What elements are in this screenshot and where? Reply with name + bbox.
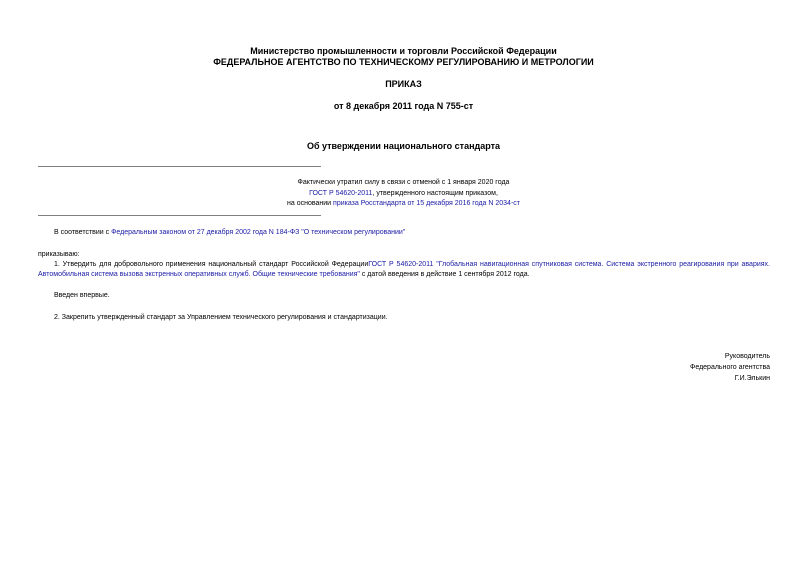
order-2034-link[interactable]: приказа Росстандарта от 15 декабря 2016 года N 2034-ст [333,200,520,207]
signature-org: Федерального агентства [690,364,770,371]
introduced-note: Введен впервые. [54,292,110,299]
document-header [0,46,807,68]
order-word: приказываю: [38,251,80,258]
document-date: от 8 декабря 2011 года N 755-ст [333,101,474,111]
ministry-name: Министерство промышленности и торговли Российской Федерации [250,46,557,56]
gost-standard-link[interactable]: ГОСТ Р 54620-2011 "Глобальная навигационная спутниковая система. Система экстренного реагирования при авариях. Автомобильная система вызова экстренных оперативных служб. Общие технические требования" [38,261,770,278]
document-type: ПРИКАЗ [385,79,422,89]
basis-prefix: В соответствии с [54,229,112,236]
status-note-line2 [0,189,807,200]
status-note-line3-prefix: на основании [287,200,334,207]
signature-role: Руководитель [724,353,770,360]
item-1-suffix: с датой введения в действие 1 сентября 2012 года. [359,271,530,278]
document-subject: Об утверждении национального стандарта [306,141,501,151]
agency-name: ФЕДЕРАЛЬНОЕ АГЕНТСТВО ПО ТЕХНИЧЕСКОМУ РЕГУЛИРОВАНИЮ И МЕТРОЛОГИИ [213,57,594,67]
status-note [0,178,807,210]
federal-law-link[interactable]: Федеральным законом от 27 декабря 2002 года N 184-ФЗ "О техническом регулировании" [111,229,406,236]
item-2-paragraph: 2. Закрепить утвержденный стандарт за Управлением технического регулирования и стандартизации. [54,314,388,321]
basis-paragraph [54,228,405,237]
signature-name: Г.И.Элькин [734,375,770,382]
item-1-paragraph [38,260,770,280]
divider-bottom [38,215,321,216]
status-note-line3 [0,199,807,210]
item-1-prefix: 1. Утвердить для добровольного применения национальный стандарт Российской Федерации [54,261,369,268]
status-note-line1: Фактически утратил силу в связи с отменой с 1 января 2020 года [297,179,510,186]
signature-block [690,351,770,384]
gost-link[interactable]: ГОСТ Р 54620-2011 [309,189,373,197]
divider-top [38,166,321,167]
status-note-line2-text: , утвержденного настоящим приказом, [372,189,498,197]
